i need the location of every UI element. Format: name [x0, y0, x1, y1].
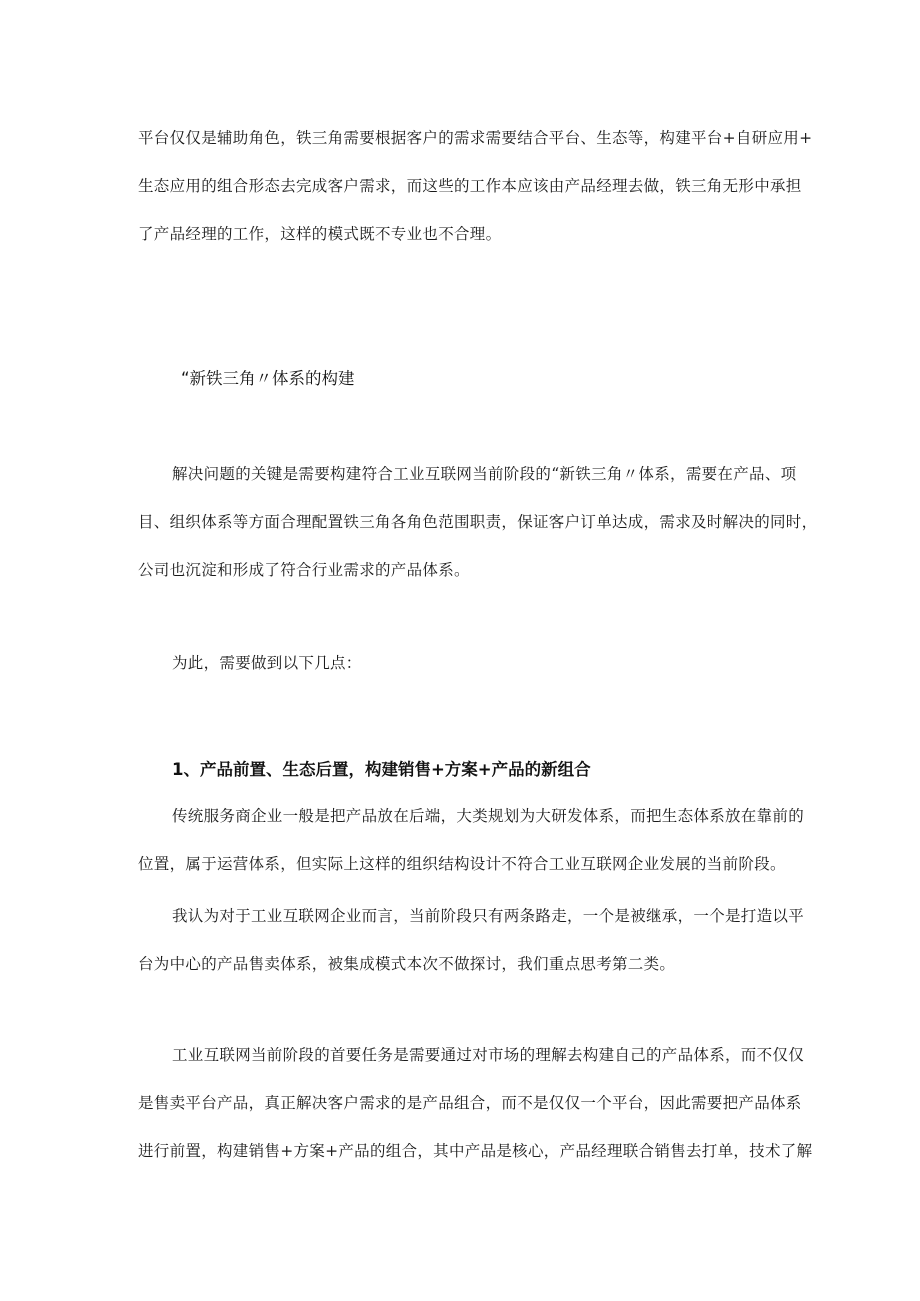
paragraph-6-line-2: 是售卖平台产品，真正解决客户需求的是产品组合，而不是仅仅一个平台，因此需要把产品体系	[138, 1094, 802, 1112]
paragraph-1-line-1: 平台仅仅是辅助角色，铁三角需要根据客户的需求需要结合平台、生态等，构建平台+自研应用+	[138, 129, 813, 147]
paragraph-2-line-1: 解决问题的关键是需要构建符合工业互联网当前阶段的“新铁三角〃体系，需要在产品、项	[172, 465, 797, 483]
paragraph-5-line-1: 我认为对于工业互联网企业而言，当前阶段只有两条路走，一个是被继承，一个是打造以平	[172, 907, 805, 925]
paragraph-4-line-1: 传统服务商企业一般是把产品放在后端，大类规划为大研发体系，而把生态体系放在靠前的	[172, 807, 805, 825]
paragraph-5-line-2: 台为中心的产品售卖体系，被集成模式本次不做探讨，我们重点思考第二类。	[138, 955, 676, 973]
paragraph-4-line-2: 位置，属于运营体系，但实际上这样的组织结构设计不符合工业互联网企业发展的当前阶段。	[138, 855, 786, 873]
paragraph-1-line-2: 生态应用的组合形态去完成客户需求，而这些的工作本应该由产品经理去做，铁三角无形中承担	[138, 177, 802, 195]
paragraph-6-line-1: 工业互联网当前阶段的首要任务是需要通过对市场的理解去构建自己的产品体系，而不仅仅	[172, 1046, 805, 1064]
point-1-heading: 1、产品前置、生态后置，构建销售+方案+产品的新组合	[172, 760, 591, 779]
paragraph-3-line-1: 为此，需要做到以下几点：	[172, 654, 362, 672]
paragraph-2-line-2: 目、组织体系等方面合理配置铁三角各角色范围职责，保证客户订单达成，需求及时解决的同时，	[138, 513, 818, 531]
paragraph-2-line-3: 公司也沉淀和形成了符合行业需求的产品体系。	[138, 561, 470, 579]
paragraph-6-line-3: 进行前置，构建销售+方案+产品的组合，其中产品是核心，产品经理联合销售去打单，技术了解	[138, 1142, 813, 1160]
section-title: “新铁三角〃体系的构建	[181, 369, 355, 388]
paragraph-1-line-3: 了产品经理的工作，这样的模式既不专业也不合理。	[138, 225, 502, 243]
